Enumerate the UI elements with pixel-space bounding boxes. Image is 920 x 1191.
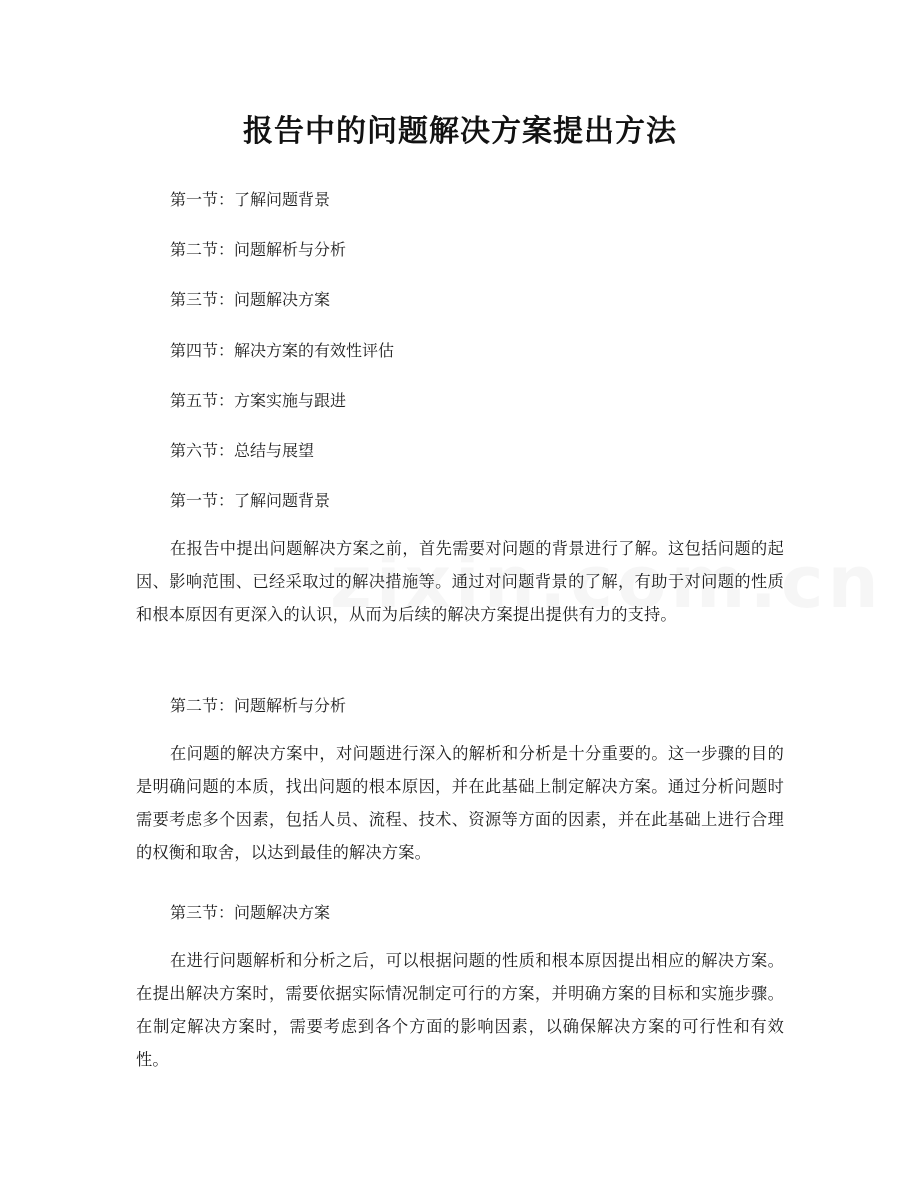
section-heading-1: 第一节：了解问题背景 xyxy=(170,491,331,510)
toc-item-2: 第二节：问题解析与分析 xyxy=(170,240,347,259)
section-body-2: 在问题的解决方案中，对问题进行深入的解析和分析是十分重要的。这一步骤的目的是明确问题的本质，找出问题的根本原因，并在此基础上制定解决方案。通过分析问题时需要考虑多个因素，包括人员、流程、技术、资源等方面的因素，并在此基础上进行合理的权衡和取舍，以达到最佳的解决方案。 xyxy=(136,744,784,862)
document-title: 报告中的问题解决方案提出方法 xyxy=(243,114,677,149)
section-body-3: 在进行问题解析和分析之后，可以根据问题的性质和根本原因提出相应的解决方案。在提出解决方案时，需要依据实际情况制定可行的方案，并明确方案的目标和实施步骤。在制定解决方案时，需要考虑到各个方面的影响因素，以确保解决方案的可行性和有效性。 xyxy=(136,951,784,1069)
toc-item-5: 第五节：方案实施与跟进 xyxy=(170,391,347,410)
section-heading-3: 第三节：问题解决方案 xyxy=(170,903,331,922)
toc-item-6: 第六节：总结与展望 xyxy=(170,441,315,460)
toc-item-1: 第一节：了解问题背景 xyxy=(170,190,331,209)
section-body-1: 在报告中提出问题解决方案之前，首先需要对问题的背景进行了解。这包括问题的起因、影响范围、已经采取过的解决措施等。通过对问题背景的了解，有助于对问题的性质和根本原因有更深入的认识，从而为后续的解决方案提出提供有力的支持。 xyxy=(136,539,784,624)
section-heading-2: 第二节：问题解析与分析 xyxy=(170,696,347,715)
toc-item-3: 第三节：问题解决方案 xyxy=(170,290,331,309)
toc-item-4: 第四节：解决方案的有效性评估 xyxy=(170,341,395,360)
